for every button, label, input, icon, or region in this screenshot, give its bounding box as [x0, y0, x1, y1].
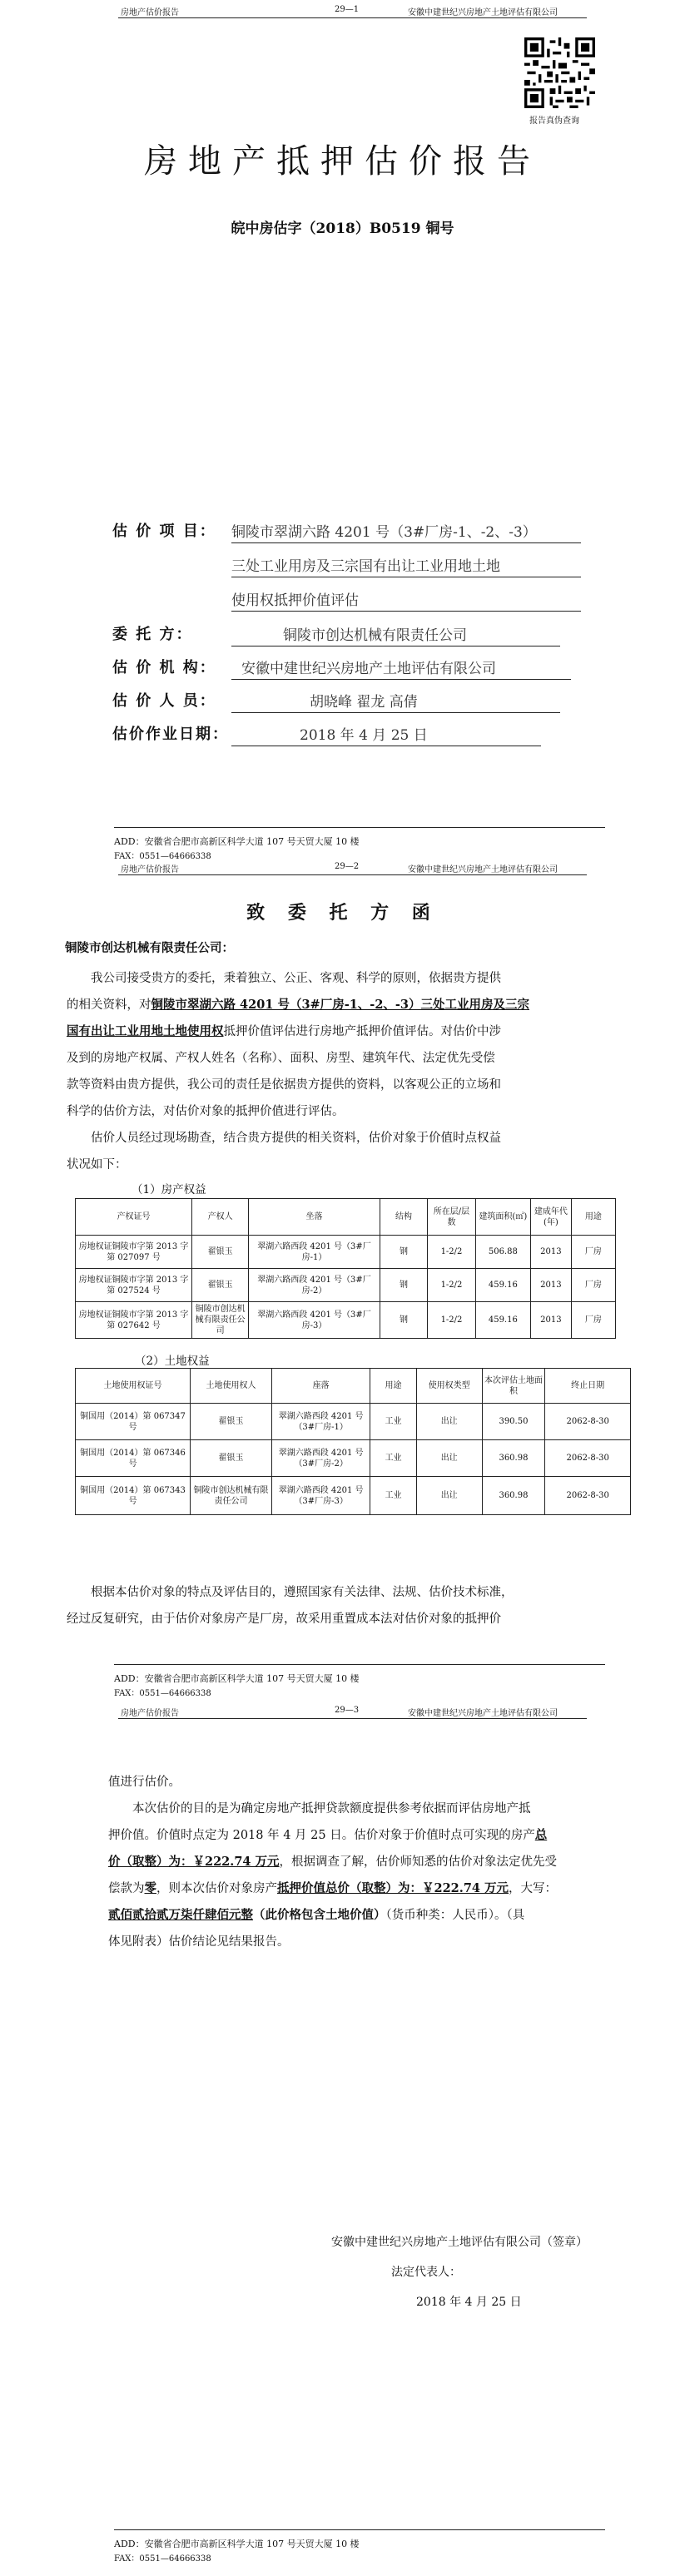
- conclusion-bold: 价（取整）为：: [108, 1855, 193, 1869]
- para1-line-d: 及到的房地产权属、产权人姓名（名称）、面积、房型、建筑年代、法定优先受偿: [67, 1052, 495, 1065]
- letter-title: 致 委 托 方 函: [246, 902, 439, 924]
- table-row: [76, 1269, 616, 1302]
- signature-date: 2018 年 4 月 25 日: [416, 2296, 522, 2309]
- th-land-use: 用途: [370, 1369, 417, 1404]
- th-use: 用途: [571, 1199, 615, 1236]
- header-company: 安徽中建世纪兴房地产土地评估有限公司: [408, 8, 558, 17]
- cell: 2013: [530, 1269, 571, 1302]
- footer-fax: FAX：0551—64666338: [114, 1689, 211, 1698]
- th-floor: 所在层/层数: [428, 1199, 476, 1236]
- valuation-item-label: 估 价 项 目：: [112, 523, 216, 540]
- th-land-location: 座落: [272, 1369, 370, 1404]
- header-page-number: 29—1: [335, 5, 360, 14]
- valuer-label: 估 价 人 员：: [112, 692, 216, 710]
- letter-addressee: 铜陵市创达机械有限责任公司：: [65, 941, 234, 955]
- valuation-item-line-3: 使用权抵押价值评估: [231, 592, 359, 609]
- para1-line-e: 款等资料由贵方提供，我公司的责任是依据贵方提供的资料，以客观公正的立场和: [67, 1078, 501, 1092]
- conclusion-text: ，则本次估价对象房产: [156, 1882, 277, 1895]
- cell: 出让: [416, 1440, 482, 1477]
- valuer-names: 胡晓峰 翟龙 高倩: [310, 694, 418, 711]
- cell: 厂房: [571, 1269, 615, 1302]
- conclusion-bold: 总: [534, 1828, 548, 1842]
- table-row: [76, 1477, 631, 1515]
- qr-code-icon[interactable]: [524, 37, 595, 108]
- page-header: [0, 2, 685, 20]
- conclusion-line-2: 本次估价的目的是为确定房地产抵押贷款额度提供参考依据而评估房地产抵: [132, 1802, 531, 1816]
- work-date-value: 2018 年 4 月 25 日: [300, 727, 428, 744]
- report-title: 房地产抵押估价报告: [144, 142, 541, 181]
- cell: 2013: [530, 1236, 571, 1269]
- cell: 翠湖六路西段 4201 号（3#厂房-1）: [249, 1236, 380, 1269]
- header-rule: [118, 1718, 587, 1719]
- footer-address: ADD：安徽省合肥市高新区科学大道 107 号天贸大厦 10 楼: [114, 836, 360, 847]
- para1-text: 的相关资料，对: [67, 998, 151, 1012]
- cell: 翠湖六路西段 4201 号（3#厂房-3）: [249, 1302, 380, 1339]
- priority-amount: 零: [144, 1881, 156, 1895]
- header-page-number: 29—2: [335, 862, 360, 871]
- th-land-area: 本次评估土地面积: [482, 1369, 545, 1404]
- th-location: 坐落: [249, 1199, 380, 1236]
- letter-paragraph-3: [67, 1579, 626, 1632]
- footer-address: ADD：安徽省合肥市高新区科学大道 107 号天贸大厦 10 楼: [114, 2539, 360, 2549]
- conclusion-line-4: [108, 1849, 589, 1875]
- footer-rule: [114, 827, 605, 828]
- cell: 翟银玉: [192, 1236, 249, 1269]
- para1-line-b: [67, 992, 626, 1018]
- conclusion-text: 偿款为: [108, 1882, 145, 1895]
- cell: 2013: [530, 1302, 571, 1339]
- cell: 翟银玉: [192, 1269, 249, 1302]
- th-land-owner: 土地使用权人: [190, 1369, 271, 1404]
- letter-paragraph-2: [67, 1125, 626, 1178]
- cell: 房地权证铜陵市字第 2013 字第 027097 号: [76, 1236, 192, 1269]
- cell: 工业: [370, 1404, 417, 1440]
- conclusion-bold: 抵押价值总价（取整）为：: [277, 1881, 422, 1895]
- cell: 钢: [380, 1302, 428, 1339]
- th-land-cert: 土地使用权证号: [76, 1369, 191, 1404]
- report-number: 皖中房估字（2018）B0519 铜号: [231, 220, 454, 237]
- th-cert: 产权证号: [76, 1199, 192, 1236]
- client-value: 铜陵市创达机械有限责任公司: [283, 627, 467, 644]
- cell: 翠湖六路西段 4201 号（3#厂房-2）: [249, 1269, 380, 1302]
- cell: 钢: [380, 1236, 428, 1269]
- para1-text-2: 抵押价值评估进行房地产抵押价值评估。对估价中涉: [223, 1025, 501, 1038]
- cell: 厂房: [571, 1302, 615, 1339]
- valuation-item-line-1: 铜陵市翠湖六路 4201 号（3#厂房-1、-2、-3）: [231, 524, 537, 541]
- header-left: 房地产估价报告: [121, 1709, 179, 1718]
- header-rule: [118, 874, 587, 875]
- table-row: [76, 1404, 631, 1440]
- cell: 钢: [380, 1269, 428, 1302]
- cell: 铜陵市创达机械有限责任公司: [190, 1477, 271, 1515]
- para3-line-b: 经过反复研究，由于估价对象房产是厂房，故采用重置成本法对估价对象的抵押价: [67, 1612, 501, 1626]
- section-house-rights: （1）房产权益: [132, 1183, 206, 1196]
- th-year: 建成年代(年): [530, 1199, 571, 1236]
- para1-line-a: 我公司接受贵方的委托，秉着独立、公正、客观、科学的原则，依据贵方提供: [91, 972, 501, 985]
- letter-paragraph-1: [67, 965, 626, 1125]
- para1-subject-2: 国有出让工业用地土地使用权: [67, 1024, 224, 1038]
- th-end-date: 终止日期: [545, 1369, 631, 1404]
- cell: 506.88: [475, 1236, 530, 1269]
- table-header-row: [76, 1199, 616, 1236]
- header-page-number: 29—3: [335, 1706, 360, 1715]
- conclusion-text: ，大写：: [509, 1882, 558, 1895]
- header-left: 房地产估价报告: [121, 865, 179, 874]
- cell: 房地权证铜陵市字第 2013 字第 027524 号: [76, 1269, 192, 1302]
- conclusion-line-6: [108, 1902, 589, 1929]
- cell: 2062-8-30: [545, 1404, 631, 1440]
- table-row: [76, 1302, 616, 1339]
- cell: 房地权证铜陵市字第 2013 字第 027642 号: [76, 1302, 192, 1339]
- conclusion-line-5: [108, 1875, 589, 1902]
- cell: 翟银玉: [190, 1440, 271, 1477]
- cell: 2062-8-30: [545, 1477, 631, 1515]
- th-right-type: 使用权类型: [416, 1369, 482, 1404]
- work-date-label: 估价作业日期：: [112, 726, 229, 743]
- footer-fax: FAX：0551—64666338: [114, 2554, 211, 2564]
- cell: 工业: [370, 1440, 417, 1477]
- th-area: 建筑面积(㎡): [475, 1199, 530, 1236]
- para2-line-b: 状况如下：: [67, 1158, 127, 1172]
- table-header-row: [76, 1369, 631, 1404]
- cell: 390.50: [482, 1404, 545, 1440]
- header-company: 安徽中建世纪兴房地产土地评估有限公司: [408, 865, 558, 874]
- mortgage-value: ￥222.74 万元: [422, 1881, 509, 1895]
- valuation-item-line-2: 三处工业用房及三宗国有出让工业用地土地: [231, 558, 500, 575]
- amount-in-words: 贰佰贰拾贰万柒仟肆佰元整: [108, 1908, 253, 1922]
- qr-caption: 报告真伪查询: [529, 116, 579, 126]
- conclusion-line-1: 值进行估价。: [108, 1776, 181, 1789]
- cell: 1-2/2: [428, 1269, 476, 1302]
- footer-rule: [114, 1664, 605, 1665]
- footer-fax: FAX：0551—64666338: [114, 852, 211, 861]
- cell: 铜国用（2014）第 067346 号: [76, 1440, 191, 1477]
- section-land-rights: （2）土地权益: [135, 1355, 210, 1368]
- underline: [231, 542, 581, 543]
- footer-rule: [114, 2529, 605, 2530]
- cell: 360.98: [482, 1477, 545, 1515]
- cell: 1-2/2: [428, 1302, 476, 1339]
- header-left: 房地产估价报告: [121, 8, 179, 17]
- conclusion-text: 押价值。价值时点定为 2018 年 4 月 25 日。估价对象于价值时点可实现的房产: [108, 1829, 535, 1842]
- cell: 铜陵市创达机械有限责任公司: [192, 1302, 249, 1339]
- cell: 工业: [370, 1477, 417, 1515]
- table-row: [76, 1236, 616, 1269]
- cell: 翟银玉: [190, 1404, 271, 1440]
- cell: 出让: [416, 1477, 482, 1515]
- cell: 出让: [416, 1404, 482, 1440]
- cell: 翠湖六路西段 4201 号（3#厂房-1）: [272, 1404, 370, 1440]
- conclusion-paragraph: [108, 1769, 589, 1955]
- underline: [231, 679, 571, 680]
- para1-line-c: [67, 1018, 626, 1045]
- conclusion-text: ，根据调查了解，估价师知悉的估价对象法定优先受: [279, 1855, 558, 1869]
- page-header: [0, 1702, 685, 1721]
- valuation-org-value: 安徽中建世纪兴房地产土地评估有限公司: [241, 661, 496, 677]
- cell: 翠湖六路西段 4201 号（3#厂房-2）: [272, 1440, 370, 1477]
- footer-address: ADD：安徽省合肥市高新区科学大道 107 号天贸大厦 10 楼: [114, 1673, 360, 1684]
- conclusion-text: （货币种类：人民币）。（具: [385, 1909, 525, 1922]
- header-company: 安徽中建世纪兴房地产土地评估有限公司: [408, 1709, 558, 1718]
- underline: [231, 712, 560, 713]
- cell: 铜国用（2014）第 067347 号: [76, 1404, 191, 1440]
- signature-company: 安徽中建世纪兴房地产土地评估有限公司（签章）: [331, 2236, 588, 2249]
- cell: 360.98: [482, 1440, 545, 1477]
- land-rights-table: [75, 1368, 631, 1515]
- client-label: 委 托 方：: [112, 626, 193, 643]
- cell: 铜国用（2014）第 067343 号: [76, 1477, 191, 1515]
- table-row: [76, 1440, 631, 1477]
- conclusion-bold: （此价格包含土地价值）: [253, 1908, 386, 1922]
- cell: 1-2/2: [428, 1236, 476, 1269]
- para2-line-a: 估价人员经过现场勘查，结合贵方提供的相关资料，估价对象于价值时点权益: [91, 1132, 501, 1145]
- th-owner: 产权人: [192, 1199, 249, 1236]
- conclusion-line-7: 体见附表）估价结论见结果报告。: [108, 1935, 290, 1949]
- para1-line-f: 科学的估价方法，对估价对象的抵押价值进行评估。: [67, 1105, 345, 1118]
- page-header: [0, 859, 685, 877]
- cell: 翠湖六路西段 4201 号（3#厂房-3）: [272, 1477, 370, 1515]
- th-structure: 结构: [380, 1199, 428, 1236]
- cell: 2062-8-30: [545, 1440, 631, 1477]
- valuation-org-label: 估 价 机 构：: [112, 659, 216, 676]
- underline: [231, 611, 581, 612]
- conclusion-line-3: [108, 1822, 589, 1849]
- cell: 459.16: [475, 1302, 530, 1339]
- cell: 厂房: [571, 1236, 615, 1269]
- para1-subject: 铜陵市翠湖六路 4201 号（3#厂房-1、-2、-3）三处工业用房及三宗: [151, 998, 530, 1012]
- cell: 459.16: [475, 1269, 530, 1302]
- house-total-value: ￥222.74 万元: [192, 1855, 280, 1869]
- house-rights-table: [75, 1198, 616, 1339]
- header-rule: [118, 17, 587, 18]
- signature-representative: 法定代表人：: [391, 2266, 461, 2279]
- para3-line-a: 根据本估价对象的特点及评估目的，遵照国家有关法律、法规、估价技术标准，: [91, 1586, 514, 1599]
